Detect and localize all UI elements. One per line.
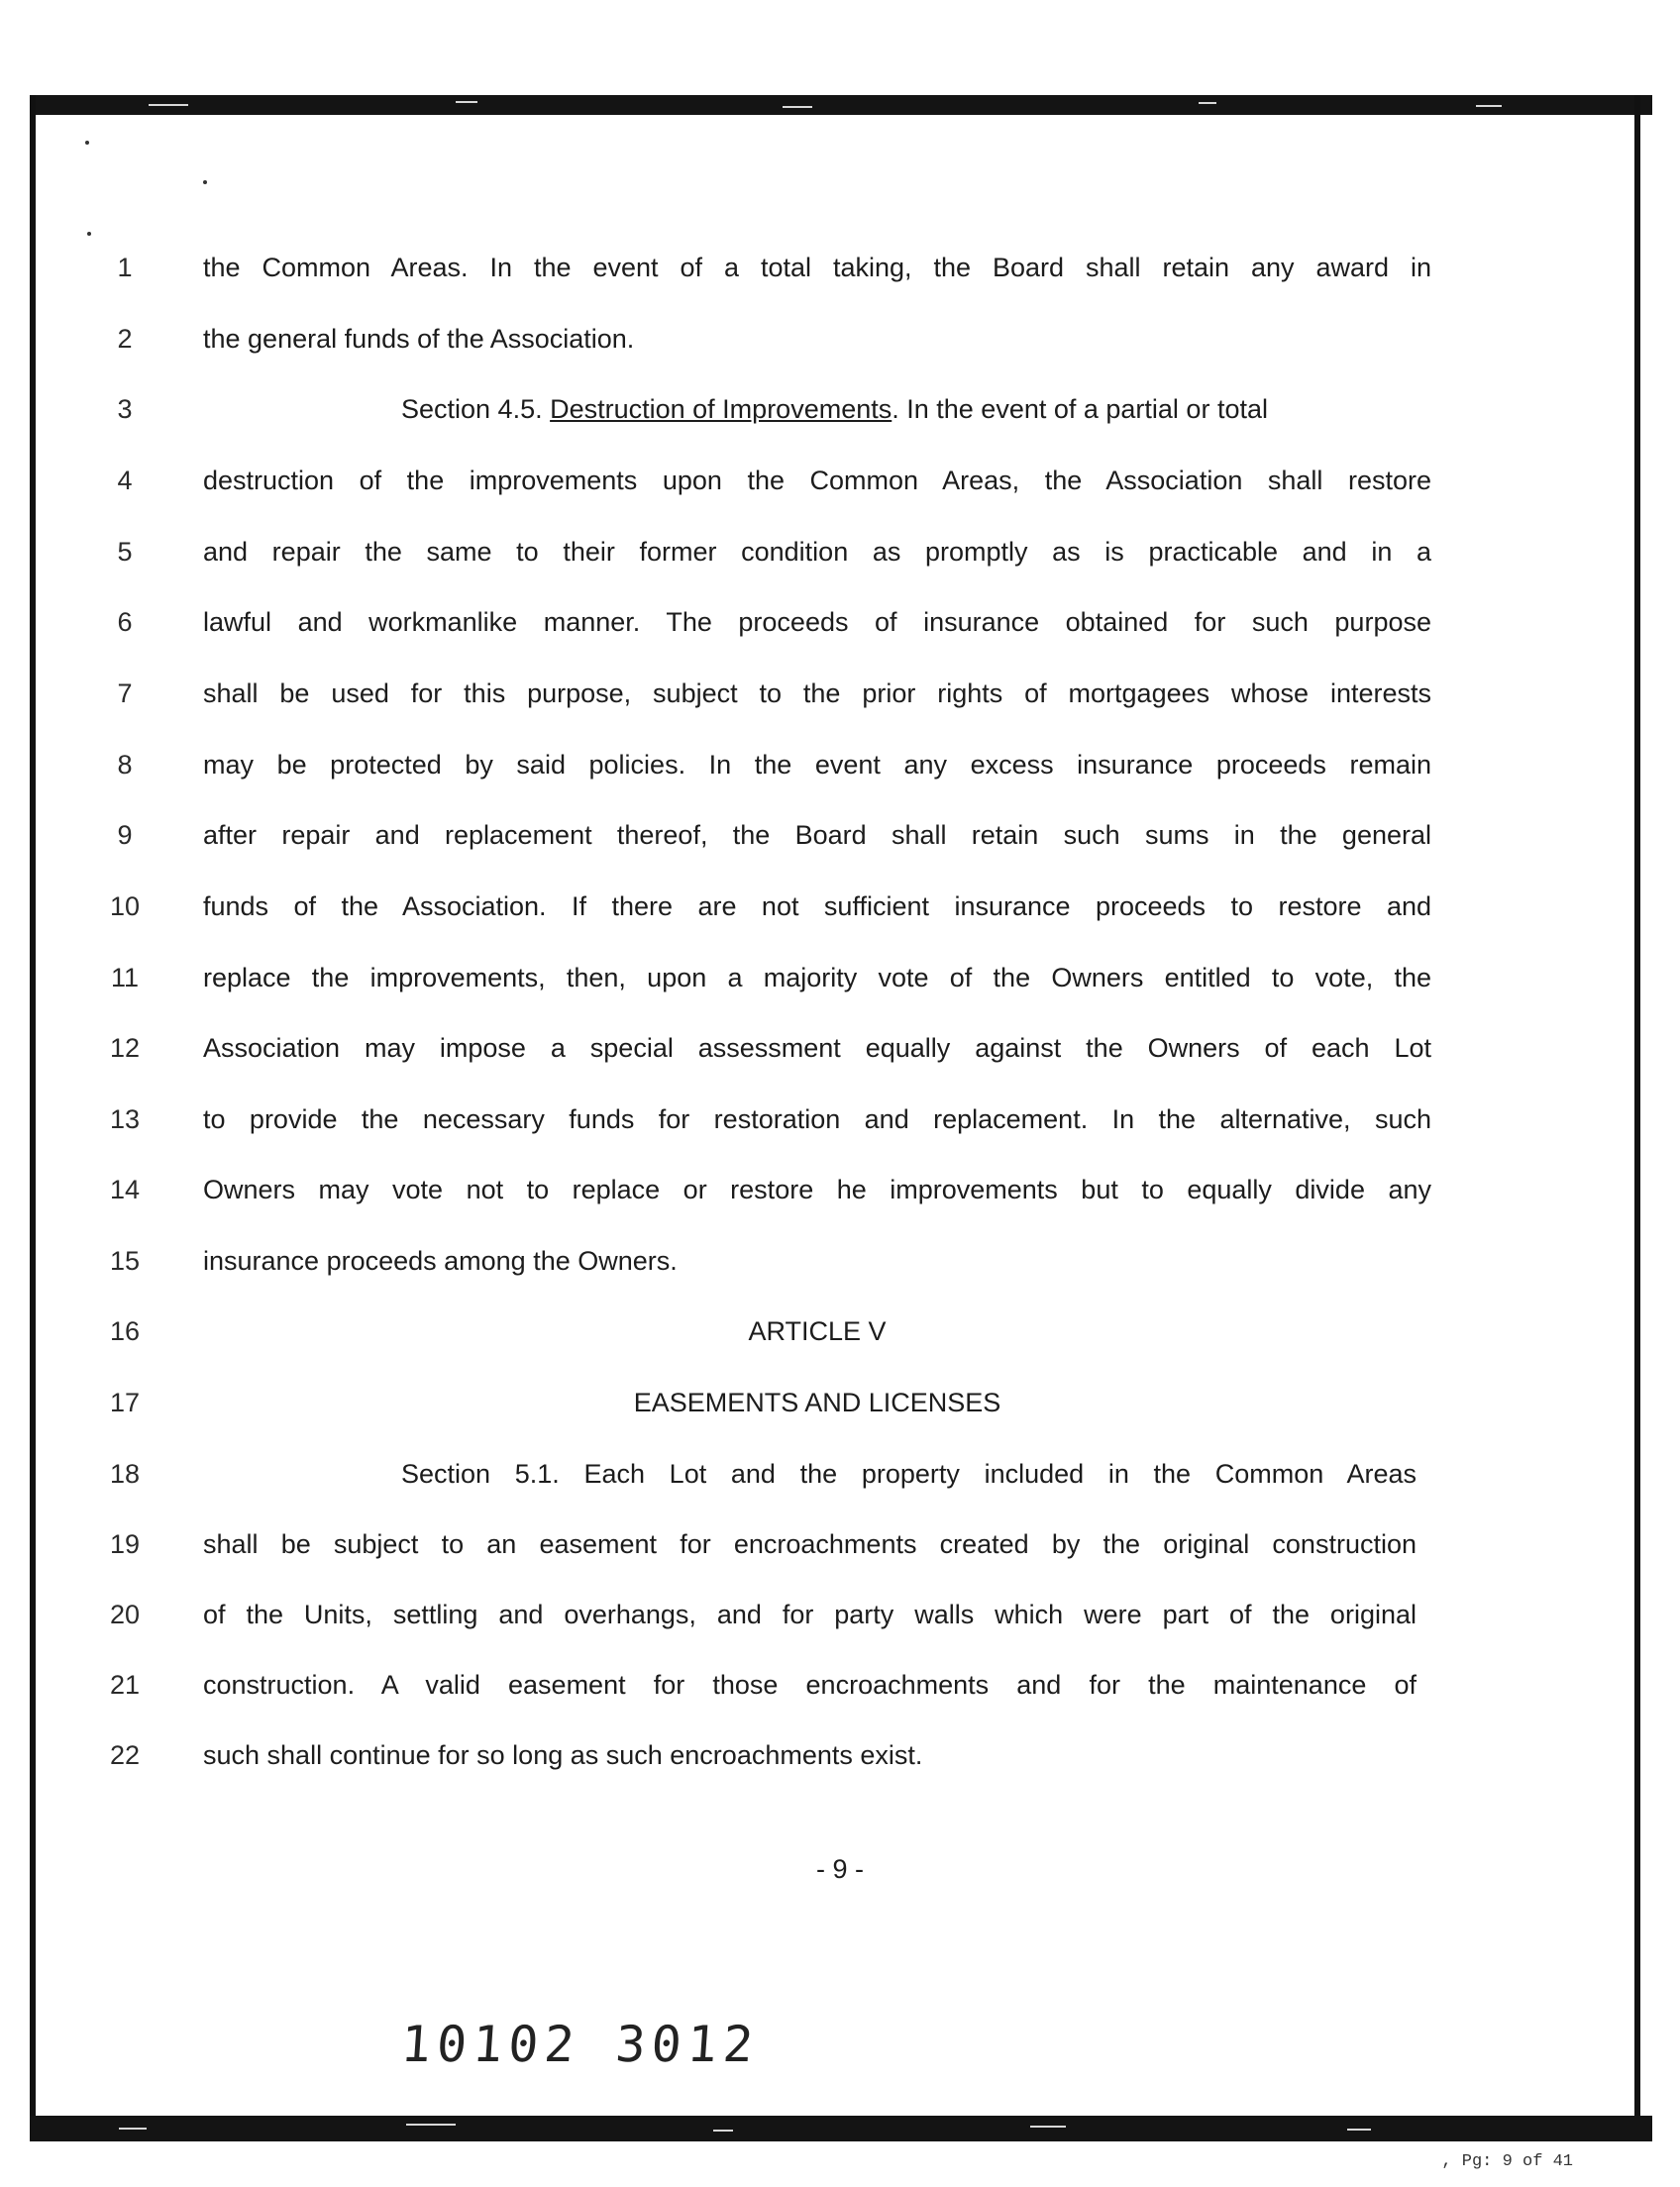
line-text: shall be subject to an easement for encroachments created by the original construction [203,1529,1417,1559]
line-number: 11 [110,963,140,992]
section-title: Destruction of Improvements [550,394,892,424]
line-text: the general funds of the Association. [203,324,635,354]
line-text: the Common Areas. In the event of a total taking, the Board shall retain any award in [203,253,1431,282]
scan-border-bottom [30,2116,1652,2141]
document-line [0,958,1680,997]
line-number: 12 [109,1033,141,1063]
line-text: may be protected by said policies. In the event any excess insurance proceeds remain [203,750,1431,780]
line-number: 10 [109,891,141,921]
document-line [0,745,1680,784]
document-line [0,461,1680,500]
document-line [0,1524,1680,1564]
line-number: 4 [117,466,133,495]
document-line [0,674,1680,713]
document-line [0,1241,1680,1281]
document-line [0,1099,1680,1139]
line-number: 9 [117,820,133,850]
line-text: construction. A valid easement for those encroachments and for the maintenance of [203,1670,1417,1700]
footer-page-indicator: , Pg: 9 of 41 [1441,2152,1573,2171]
line-number: 20 [109,1600,141,1629]
section-label: Section 4.5. [401,394,551,424]
line-text [203,389,1431,429]
article-title: EASEMENTS AND LICENSES [633,1388,1001,1417]
line-number: 2 [117,324,133,354]
line-text: Owners may vote not to replace or restore he improvements but to equally divide any [203,1175,1431,1204]
document-line [0,602,1680,642]
document-line [0,815,1680,855]
line-number: 15 [109,1246,141,1276]
document-line [0,1170,1680,1209]
line-number: 1 [117,253,133,282]
line-text: replace the improvements, then, upon a majority vote of the Owners entitled to vote, the [203,963,1431,992]
line-text: after repair and replacement thereof, the Board shall retain such sums in the general [203,820,1431,850]
document-line [0,1595,1680,1634]
document-line [0,1028,1680,1068]
scan-speck [87,232,91,236]
article-heading: ARTICLE V [748,1316,887,1346]
document-line [0,1735,1680,1775]
document-line [0,248,1680,287]
section-heading-line [0,1454,1680,1494]
scan-speck [203,180,207,184]
scan-speck [85,141,89,145]
line-text: shall be used for this purpose, subject to the prior rights of mortgagees whose interests [203,678,1431,708]
line-number: 19 [109,1529,141,1559]
article-heading-line [0,1311,1680,1351]
line-text: Section 5.1. Each Lot and the property included in the Common Areas [401,1459,1417,1489]
line-number: 3 [117,394,133,424]
line-text: funds of the Association. If there are not sufficient insurance proceeds to restore and [203,891,1431,921]
line-number: 21 [109,1670,141,1700]
document-line [0,319,1680,359]
section-text: . In the event of a partial or total [892,394,1268,424]
document-line [0,1665,1680,1705]
line-number: 8 [117,750,133,780]
line-number: 17 [109,1388,141,1417]
line-number: 6 [117,607,133,637]
page-number: - 9 - [815,1854,864,1884]
line-text: Association may impose a special assessment equally against the Owners of each Lot [203,1033,1431,1063]
line-text: to provide the necessary funds for restoration and replacement. In the alternative, such [203,1104,1431,1134]
line-number: 5 [117,537,133,567]
recording-stamp-number: 10102 3012 [398,2016,762,2073]
line-number: 16 [109,1316,141,1346]
line-text: insurance proceeds among the Owners. [203,1246,678,1276]
line-text: destruction of the improvements upon the Common Areas, the Association shall restore [203,466,1431,495]
article-title-line [0,1383,1680,1422]
line-text: of the Units, settling and overhangs, and for party walls which were part of the original [203,1600,1417,1629]
line-text: such shall continue for so long as such encroachments exist. [203,1740,923,1770]
line-number: 18 [109,1459,141,1489]
line-number: 13 [109,1104,141,1134]
document-line [0,886,1680,926]
line-text: lawful and workmanlike manner. The proceeds of insurance obtained for such purpose [203,607,1431,637]
section-heading-line [0,389,1680,429]
line-number: 7 [117,678,133,708]
document-line [0,532,1680,572]
line-number: 22 [109,1740,141,1770]
line-text: and repair the same to their former condition as promptly as is practicable and in a [203,537,1431,567]
line-number: 14 [109,1175,141,1204]
